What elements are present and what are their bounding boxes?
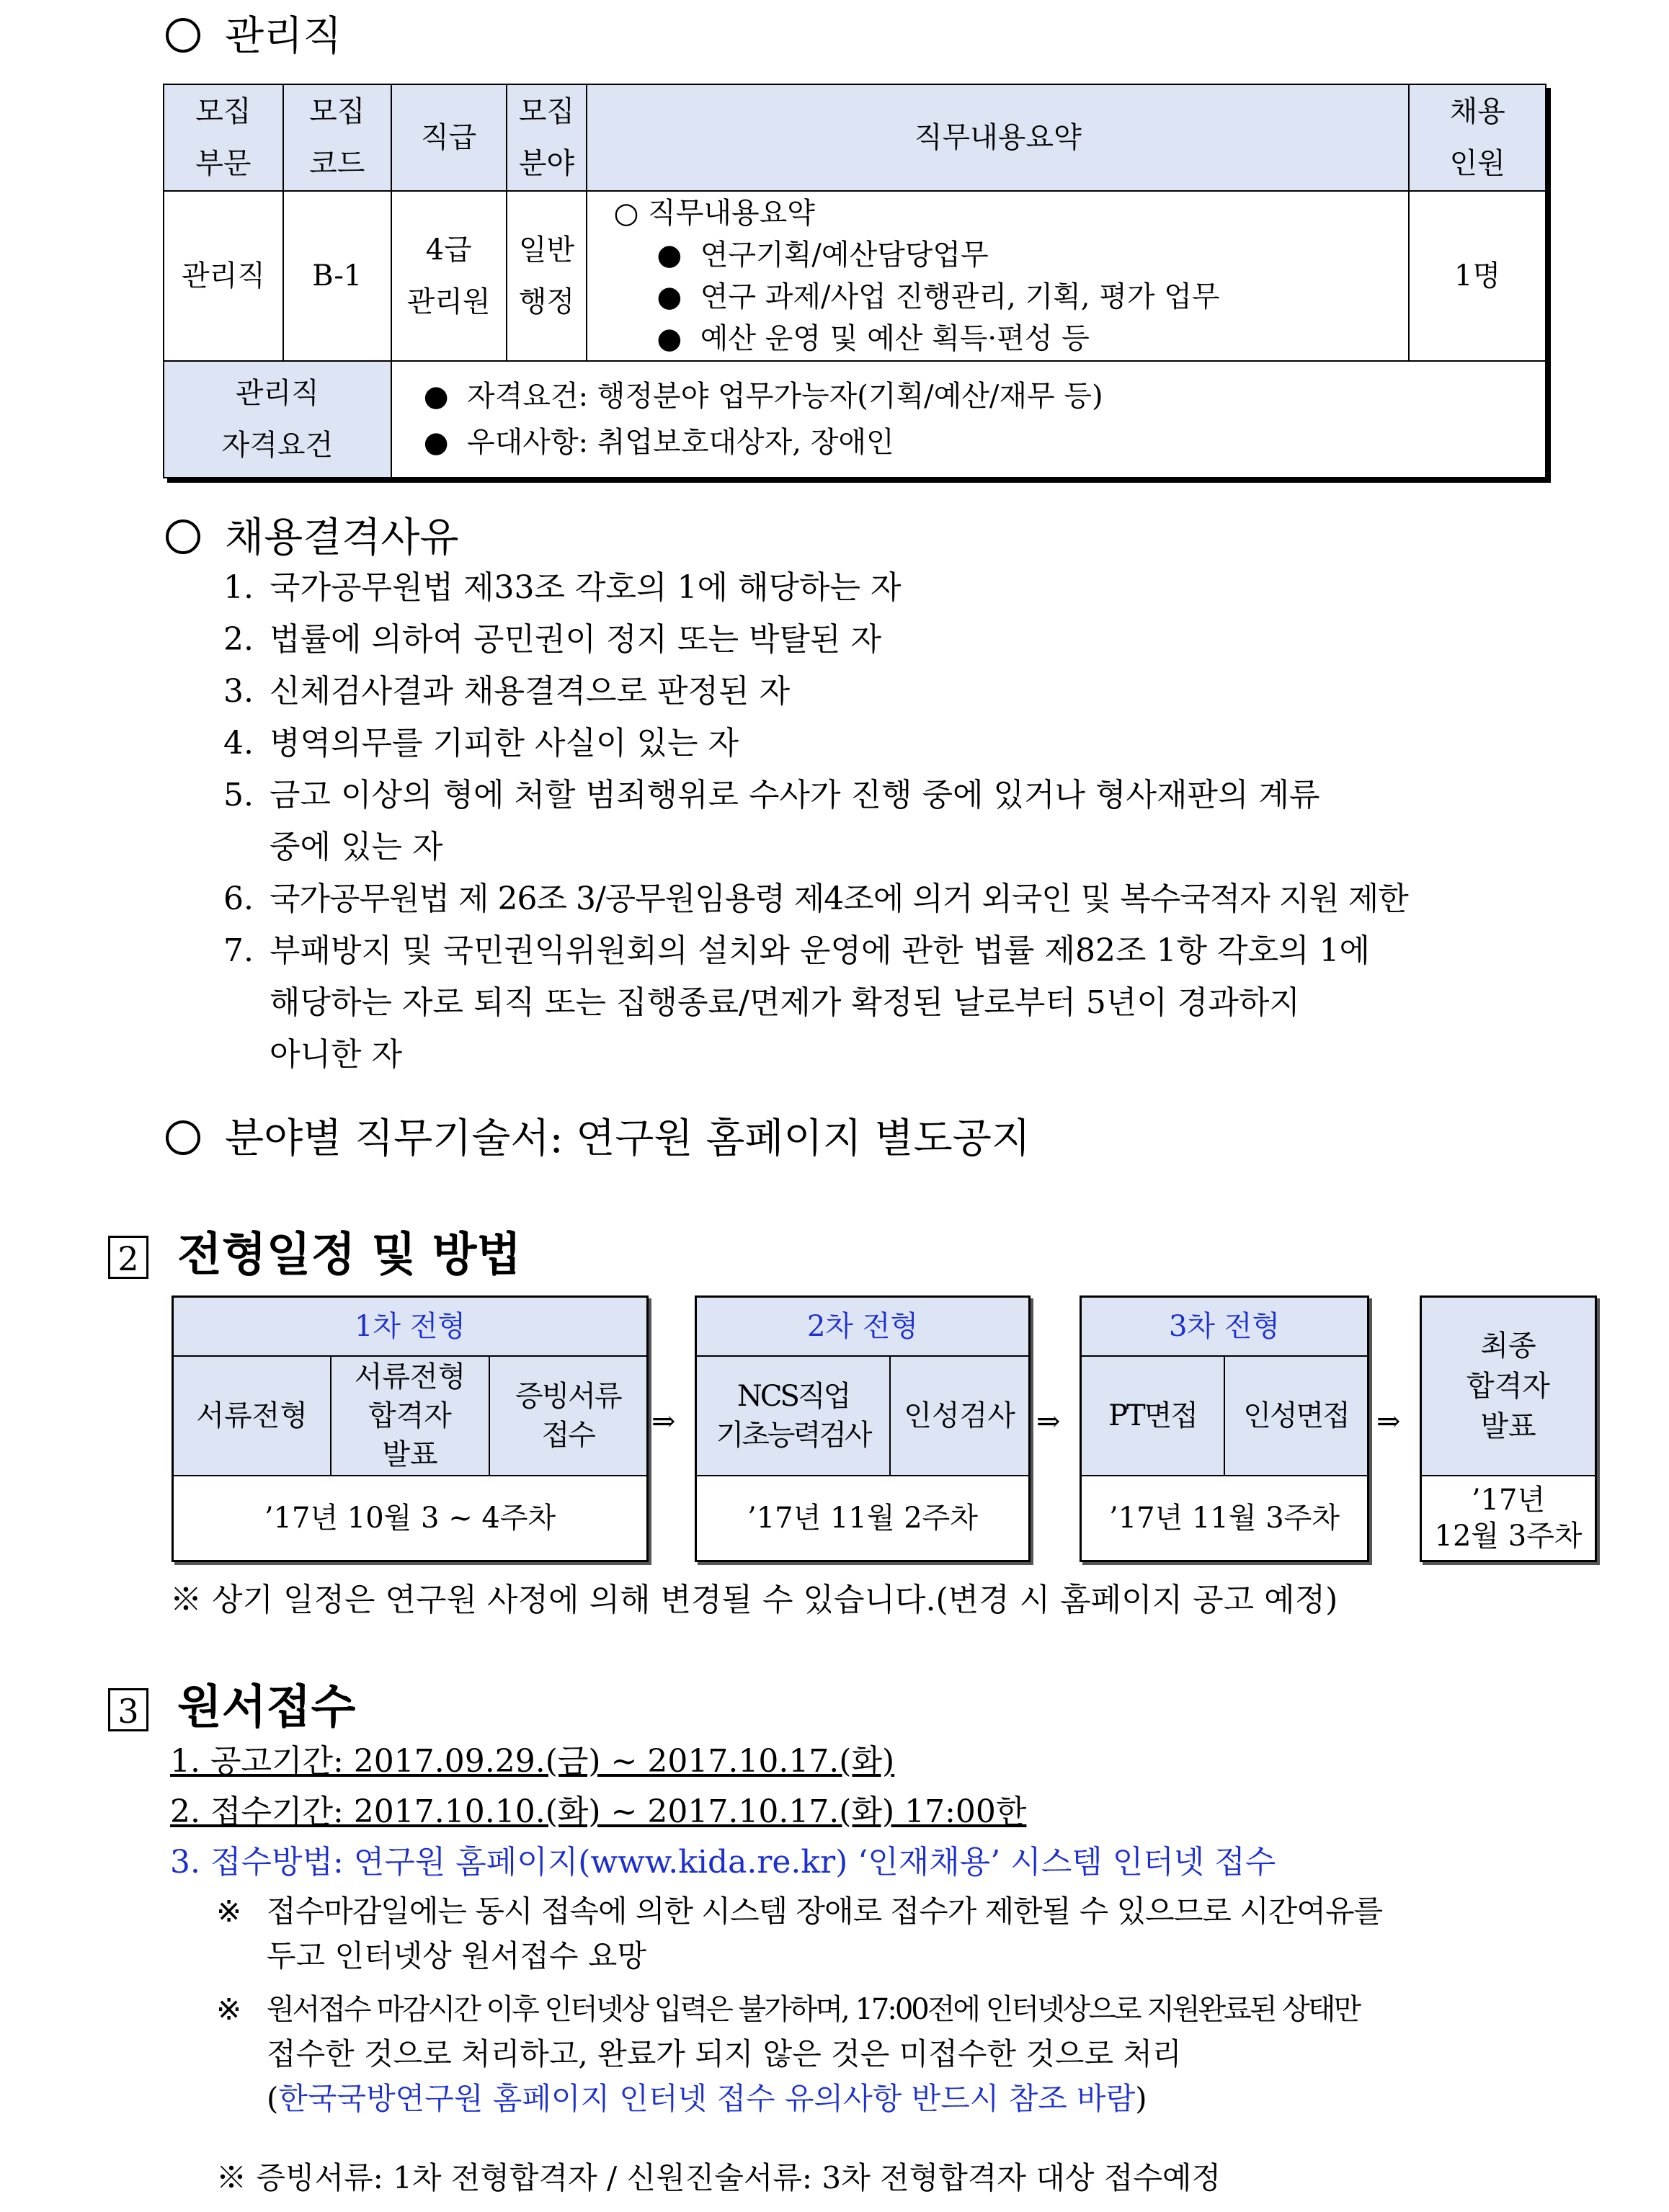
field-line-1: 일반 xyxy=(518,233,575,267)
grade-line-1: 4급 xyxy=(425,233,472,267)
application-receipt-period: 2. 접수기간: 2017.10.10.(화) ~ 2017.10.17.(화) 17:00한 xyxy=(170,1793,1027,1830)
qual-item: ● 자격요건: 행정분야 업무가능자(기획/예산/재무 등) xyxy=(423,380,1103,413)
admin-heading: 관리직 xyxy=(166,4,342,62)
list-item xyxy=(223,873,1408,925)
application-list xyxy=(170,1736,1276,1888)
application-note-2 xyxy=(216,1987,1593,2121)
step: 증빙서류 접수 xyxy=(515,1380,621,1452)
item-number: 2. xyxy=(223,621,254,658)
item-number: 7. xyxy=(223,932,254,969)
header-dept: 모집 부문 xyxy=(164,84,283,191)
stage-title: 3차 전형 xyxy=(1082,1298,1367,1357)
bullet-icon: ● xyxy=(657,322,682,355)
cell-dept: 관리직 xyxy=(164,191,283,361)
item-number: 5. xyxy=(223,777,254,813)
list-item xyxy=(223,562,1408,614)
section-number-box: 3 xyxy=(108,1688,148,1731)
list-item xyxy=(223,770,1408,821)
paren-open: ( xyxy=(267,2081,279,2116)
step: PT면접 xyxy=(1082,1357,1225,1475)
reference-mark-icon: ※ xyxy=(216,1992,242,2027)
item-text: 국가공무원법 제 26조 3/공무원임용령 제4조에 의거 외국인 및 복수국적자 지원 제한 xyxy=(270,880,1408,917)
header-grade: 직급 xyxy=(391,84,507,191)
cell-grade xyxy=(391,191,507,361)
item-number: 1. xyxy=(223,569,254,606)
stage-steps xyxy=(174,1357,646,1476)
summary-item: ● 연구 과제/사업 진행관리, 기획, 평가 업무 xyxy=(657,280,1220,313)
cell-code: B-1 xyxy=(283,191,391,361)
note-line: 접수마감일에는 동시 접속에 의한 시스템 장애로 접수가 제한될 수 있으므로 시간여유를 xyxy=(267,1894,1383,1929)
application-period: 1. 공고기간: 2017.09.29.(금) ~ 2017.10.17.(화) xyxy=(170,1743,895,1780)
item-text: 부패방지 및 국민권익위원회의 설치와 운영에 관한 법률 제82조 1항 각호의 1에 xyxy=(270,932,1370,969)
circle-bullet-icon xyxy=(166,18,200,53)
application-note-1 xyxy=(216,1889,1593,1979)
schedule-heading: 2 전형일정 및 방법 xyxy=(108,1218,521,1284)
step: 서류전형 xyxy=(174,1357,331,1475)
step: NCS직업 기초능력검사 xyxy=(697,1357,891,1475)
note-line: 원서접수 마감시간 이후 인터넷상 입력은 불가하며, 17:00전에 인터넷상으로 지원완료된 상태만 xyxy=(267,1993,1360,2026)
bullet-icon: ● xyxy=(423,380,449,413)
note-line: 접수한 것으로 처리하고, 완료가 되지 않은 것은 미접수한 것으로 처리 xyxy=(267,2036,1182,2071)
list-item xyxy=(223,925,1408,977)
list-item xyxy=(223,666,1408,718)
qual-label xyxy=(164,361,391,478)
arrow-right-icon: ⇒ xyxy=(1036,1405,1061,1438)
arrow-right-icon: ⇒ xyxy=(1376,1405,1401,1438)
item-text: 병역의무를 기피한 사실이 있는 자 xyxy=(270,725,739,762)
header-count: 채용 인원 xyxy=(1409,84,1546,191)
application-method: 3. 접수방법: 연구원 홈페이지(www.kida.re.kr) ‘인재채용’ 시스템 인터넷 접수 xyxy=(170,1844,1276,1881)
application-heading: 3 원서접수 xyxy=(108,1670,355,1736)
list-item xyxy=(223,718,1408,770)
stage-date: ’17년 10월 3 ~ 4주차 xyxy=(264,1502,556,1535)
schedule-note: ※ 상기 일정은 연구원 사정에 의해 변경될 수 있습니다.(변경 시 홈페이지 공고 예정) xyxy=(170,1582,1338,1618)
stage-steps xyxy=(1082,1357,1367,1476)
grade-line-2: 관리원 xyxy=(406,285,491,318)
cell-count: 1명 xyxy=(1409,191,1546,361)
disqual-list xyxy=(223,562,1408,1081)
item-number: 4. xyxy=(223,725,254,762)
step: 인성면접 xyxy=(1243,1399,1349,1432)
reference-mark-icon: ※ xyxy=(216,1894,242,1929)
arrow-right-icon: ⇒ xyxy=(651,1405,676,1438)
jobdesc-heading: 분야별 직무기술서: 연구원 홈페이지 별도공지 xyxy=(166,1107,1031,1164)
section-number-box: 2 xyxy=(108,1236,148,1279)
item-number: 3. xyxy=(223,673,254,710)
final-date: ’17년 12월 3주차 xyxy=(1434,1484,1583,1553)
qual-label-line-1: 관리직 xyxy=(235,377,319,410)
stage-3 xyxy=(1080,1295,1369,1562)
qual-item: ● 우대사항: 취업보호대상자, 장애인 xyxy=(423,426,894,459)
summary-title: ○ 직무내용요약 xyxy=(613,197,815,230)
note-line: 두고 인터넷상 원서접수 요망 xyxy=(267,1938,646,1974)
item-text: 국가공무원법 제33조 각호의 1에 해당하는 자 xyxy=(270,569,902,606)
header-field: 모집 분야 xyxy=(507,84,587,191)
stage-date: ’17년 11월 2주차 xyxy=(747,1502,978,1535)
stage-title: 2차 전형 xyxy=(697,1298,1028,1357)
notice-reference-link: 한국국방연구원 홈페이지 인터넷 접수 유의사항 반드시 참조 바람 xyxy=(278,2081,1136,2116)
qual-label-line-2: 자격요건 xyxy=(221,429,334,462)
item-text: 금고 이상의 형에 처할 범죄행위로 수사가 진행 중에 있거나 형사재판의 계류 xyxy=(270,777,1320,813)
cell-field xyxy=(507,191,587,361)
item-number: 6. xyxy=(223,880,254,917)
item-text-cont: 중에 있는 자 xyxy=(270,829,443,865)
field-line-2: 행정 xyxy=(518,285,575,318)
bullet-icon: ● xyxy=(657,280,682,313)
header-code: 모집 코드 xyxy=(283,84,391,191)
circle-bullet-icon xyxy=(166,519,200,554)
final-stage xyxy=(1420,1295,1597,1562)
stage-date: ’17년 11월 3주차 xyxy=(1109,1502,1340,1535)
stage-2 xyxy=(695,1295,1031,1562)
list-item xyxy=(223,614,1408,666)
bullet-icon: ● xyxy=(657,238,682,272)
final-label: 최종 합격자 발표 xyxy=(1422,1298,1595,1476)
item-text-cont: 해당하는 자로 퇴직 또는 집행종료/면제가 확정된 날로부터 5년이 경과하지 xyxy=(270,984,1300,1021)
item-text: 신체검사결과 채용결격으로 판정된 자 xyxy=(270,673,791,710)
disqual-heading: 채용결격사유 xyxy=(166,506,459,563)
step: 인성검사 xyxy=(904,1399,1015,1432)
application-note-3: ※ 증빙서류: 1차 전형합격자 / 신원진술서류: 3차 전형합격자 대상 접수예정 xyxy=(216,2160,1221,2195)
stage-steps xyxy=(697,1357,1028,1476)
summary-item: ● 예산 운영 및 예산 획득·편성 등 xyxy=(657,322,1090,355)
cell-summary xyxy=(587,191,1409,361)
item-text: 법률에 의하여 공민권이 정지 또는 박탈된 자 xyxy=(270,621,881,658)
circle-bullet-icon xyxy=(166,1120,200,1155)
summary-item: ● 연구기획/예산담당업무 xyxy=(657,238,989,272)
qual-content xyxy=(391,361,1546,478)
bullet-icon: ● xyxy=(423,426,449,459)
admin-job-table xyxy=(163,84,1546,478)
note-line xyxy=(216,2077,1593,2121)
stage-1 xyxy=(172,1295,649,1562)
item-text-cont: 아니한 자 xyxy=(270,1036,403,1073)
header-summary: 직무내용요약 xyxy=(587,84,1409,191)
paren-close: ) xyxy=(1135,2081,1147,2116)
step: 서류전형 합격자 발표 xyxy=(331,1357,489,1475)
stage-title: 1차 전형 xyxy=(174,1298,646,1357)
